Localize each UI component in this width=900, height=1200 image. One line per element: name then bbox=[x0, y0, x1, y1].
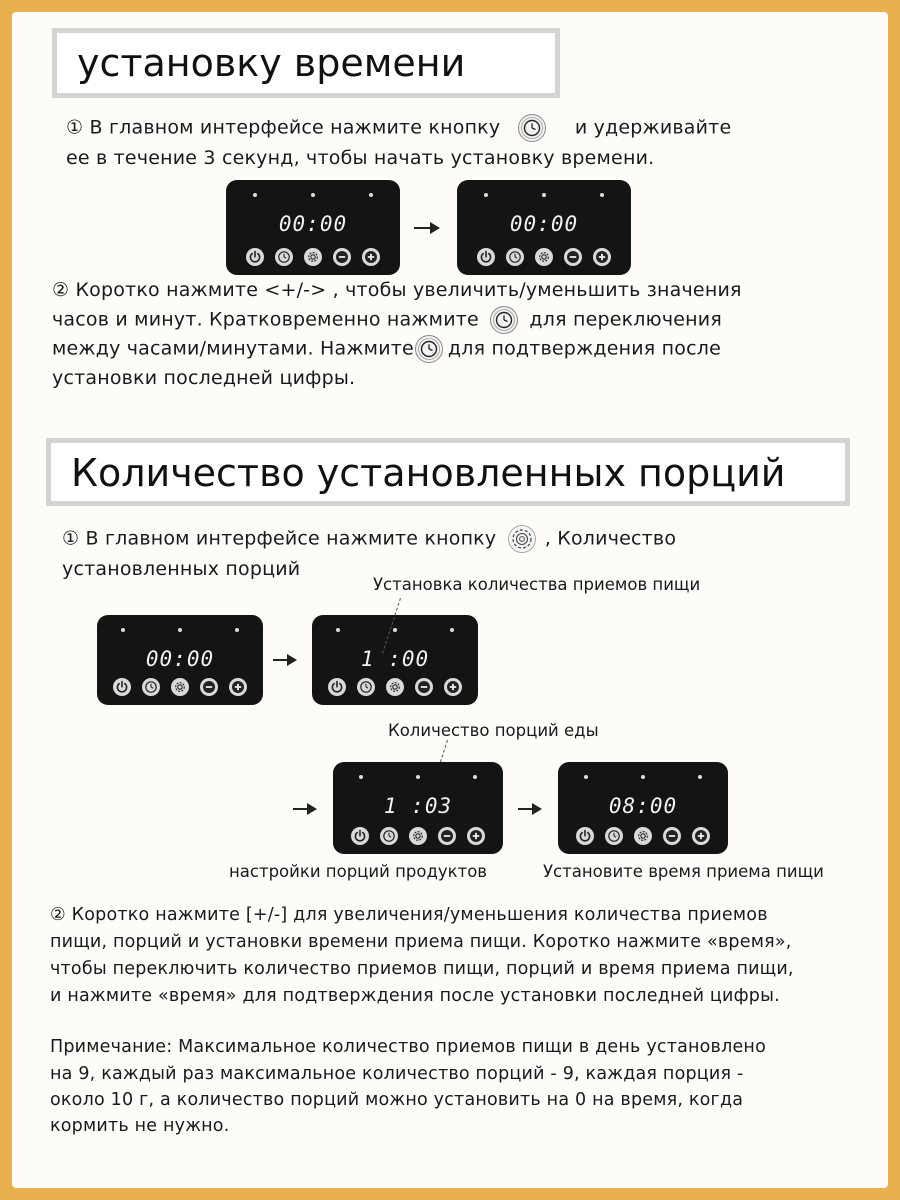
portions-step1-line2: установленных порций bbox=[62, 558, 301, 580]
minus-icon bbox=[564, 248, 582, 266]
indicator-led bbox=[121, 628, 125, 632]
gear-icon bbox=[386, 678, 404, 696]
portions-step1-line1: ① В главном интерфейсе нажмите кнопку , Количество bbox=[62, 524, 676, 554]
panel-display: 00:00 bbox=[509, 212, 579, 236]
indicator-led bbox=[542, 193, 546, 197]
minus-icon bbox=[663, 827, 681, 845]
portions-step2-line4: и нажмите «время» для подтверждения после установки последней цифры. bbox=[50, 986, 780, 1006]
indicator-led bbox=[698, 775, 702, 779]
label-meals-count: Установка количества приемов пищи bbox=[373, 575, 701, 594]
minus-icon bbox=[200, 678, 218, 696]
power-icon bbox=[477, 248, 495, 266]
plus-icon bbox=[692, 827, 710, 845]
minus-icon bbox=[438, 827, 456, 845]
instruction-sheet bbox=[12, 12, 888, 1188]
indicator-led bbox=[600, 193, 604, 197]
clock-icon bbox=[414, 334, 444, 364]
clock-icon bbox=[605, 827, 623, 845]
gear-icon bbox=[535, 248, 553, 266]
indicator-led bbox=[416, 775, 420, 779]
section-portions-heading bbox=[46, 438, 850, 506]
time-step2-line3: между часами/минутами. Нажмите для подтверждения после bbox=[52, 334, 721, 364]
time-step1-line2: ее в течение 3 секунд, чтобы начать установку времени. bbox=[66, 147, 655, 169]
label-portion-count: Количество порций еды bbox=[388, 721, 599, 740]
indicator-led bbox=[641, 775, 645, 779]
plus-icon bbox=[467, 827, 485, 845]
clock-icon bbox=[357, 678, 375, 696]
plus-icon bbox=[229, 678, 247, 696]
panel-display: 00:00 bbox=[145, 647, 215, 671]
panel-display: 08:00 bbox=[608, 794, 678, 818]
feeder-panel-after bbox=[457, 180, 631, 275]
clock-icon bbox=[380, 827, 398, 845]
label-portion-settings: настройки порций продуктов bbox=[229, 862, 488, 881]
power-icon bbox=[113, 678, 131, 696]
feeder-panel-a bbox=[97, 615, 263, 705]
note-line3: около 10 г, а количество порций можно установить на 0 на время, когда bbox=[50, 1090, 744, 1110]
power-icon bbox=[576, 827, 594, 845]
indicator-led bbox=[584, 775, 588, 779]
gear-icon bbox=[409, 827, 427, 845]
plus-icon bbox=[362, 248, 380, 266]
portions-step2-line1: ② Коротко нажмите [+/-] для увеличения/уменьшения количества приемов bbox=[50, 905, 768, 925]
clock-icon bbox=[517, 113, 547, 143]
indicator-led bbox=[311, 193, 315, 197]
gear-icon bbox=[304, 248, 322, 266]
note-line4: кормить не нужно. bbox=[50, 1116, 230, 1136]
time-step2-line2: часов и минут. Кратковременно нажмите для переключения bbox=[52, 305, 722, 335]
note-line1: Примечание: Максимальное количество приемов пищи в день установлено bbox=[50, 1037, 766, 1057]
feeder-panel-d bbox=[558, 762, 728, 854]
indicator-led bbox=[473, 775, 477, 779]
time-step1-line1: ① В главном интерфейсе нажмите кнопку и удерживайте bbox=[66, 113, 731, 143]
minus-icon bbox=[415, 678, 433, 696]
power-icon bbox=[351, 827, 369, 845]
arrow-right-icon bbox=[518, 808, 540, 810]
gear-icon bbox=[507, 524, 537, 554]
section-time-heading bbox=[52, 28, 560, 98]
clock-icon bbox=[506, 248, 524, 266]
section-portions-title: Количество установленных порций bbox=[71, 451, 786, 495]
power-icon bbox=[246, 248, 264, 266]
section-time-title: установку времени bbox=[77, 41, 466, 85]
panel-display: 00:00 bbox=[278, 212, 348, 236]
feeder-panel-before bbox=[226, 180, 400, 275]
portions-step2-line2: пищи, порций и установки времени приема пищи. Коротко нажмите «время», bbox=[50, 932, 792, 952]
clock-icon bbox=[489, 305, 519, 335]
arrow-right-icon bbox=[293, 808, 315, 810]
note-line2: на 9, каждый раз максимальное количество порций - 9, каждая порция - bbox=[50, 1064, 744, 1084]
indicator-led bbox=[178, 628, 182, 632]
label-set-meal-time: Установите время приема пищи bbox=[543, 862, 824, 881]
indicator-led bbox=[359, 775, 363, 779]
indicator-led bbox=[484, 193, 488, 197]
panel-display: 1 :03 bbox=[383, 794, 453, 818]
indicator-led bbox=[450, 628, 454, 632]
portions-step2-line3: чтобы переключить количество приемов пищи, порций и время приема пищи, bbox=[50, 959, 794, 979]
indicator-led bbox=[369, 193, 373, 197]
indicator-led bbox=[393, 628, 397, 632]
panel-display: 1 :00 bbox=[360, 647, 430, 671]
feeder-panel-c bbox=[333, 762, 503, 854]
gear-icon bbox=[634, 827, 652, 845]
feeder-panel-b bbox=[312, 615, 478, 705]
indicator-led bbox=[235, 628, 239, 632]
plus-icon bbox=[593, 248, 611, 266]
minus-icon bbox=[333, 248, 351, 266]
indicator-led bbox=[253, 193, 257, 197]
time-step2-line4: установки последней цифры. bbox=[52, 367, 356, 389]
plus-icon bbox=[444, 678, 462, 696]
time-step2-line1: ② Коротко нажмите <+/-> , чтобы увеличить/уменьшить значения bbox=[52, 279, 742, 301]
power-icon bbox=[328, 678, 346, 696]
indicator-led bbox=[336, 628, 340, 632]
clock-icon bbox=[142, 678, 160, 696]
clock-icon bbox=[275, 248, 293, 266]
arrow-right-icon bbox=[273, 659, 295, 661]
arrow-right-icon bbox=[414, 227, 438, 229]
gear-icon bbox=[171, 678, 189, 696]
